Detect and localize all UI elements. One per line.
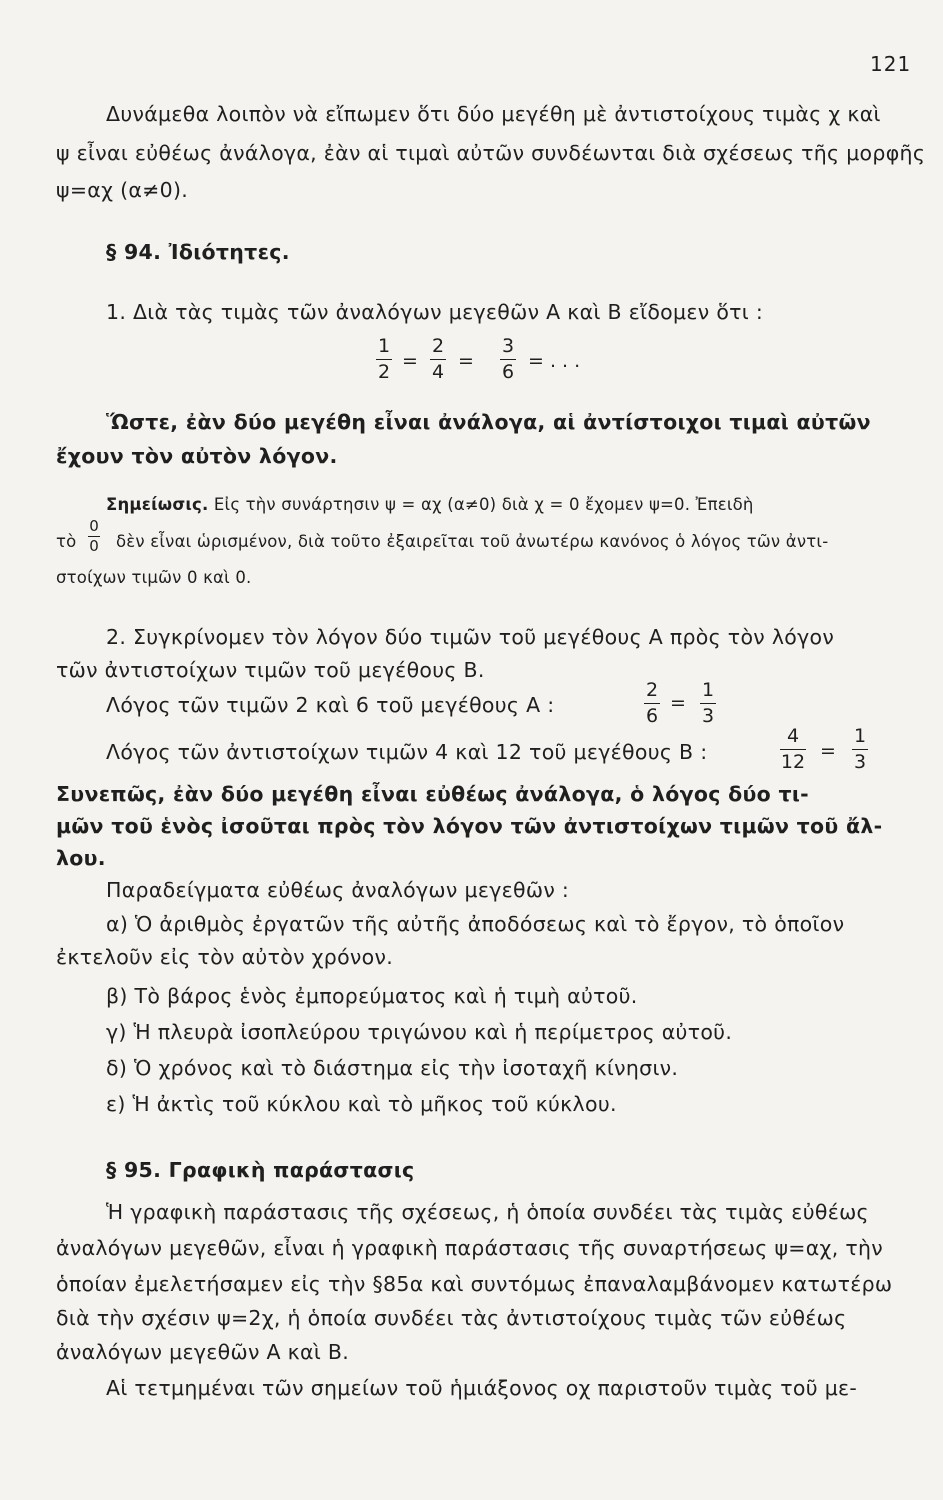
fraction-denominator: 2 [377,361,391,383]
ratio-line-b: Λόγος τῶν ἀντιστοίχων τιμῶν 4 καὶ 12 τοῦ μεγέθους Β : [106,740,708,764]
examples-title: Παραδείγματα εὐθέως ἀναλόγων μεγεθῶν : [106,878,570,902]
fraction-bar [852,749,868,750]
example-item: α) Ὁ ἀριθμὸς ἐργατῶν τῆς αὐτῆς ἀποδόσεως καὶ τὸ ἔργον, τὸ ὁποῖον [106,912,845,936]
fraction-numerator: 2 [431,335,445,357]
text-line: 2. Συγκρίνομεν τὸν λόγον δύο τιμῶν τοῦ μεγέθους Α πρὸς τὸν λόγον [106,625,835,649]
fraction-bar [700,703,716,704]
fraction-numerator: 1 [853,725,867,747]
fraction-denominator: 0 [89,537,99,555]
fraction-bar [500,359,516,360]
ellipsis: = . . . [528,350,581,372]
section-heading-94: § 94. Ἰδιότητες. [106,240,290,264]
fraction-denominator: 6 [645,705,659,727]
bold-statement: μῶν τοῦ ἑνὸς ἰσοῦται πρὸς τὸν λόγον τῶν ἀντιστοίχων τιμῶν τοῦ ἄλ- [56,814,883,838]
equals-sign: = [458,350,474,372]
fraction [430,337,446,382]
fraction [644,681,660,726]
fraction [376,337,392,382]
equals-sign: = [670,692,686,714]
bold-statement: ἔχουν τὸν αὐτὸν λόγον. [56,444,338,468]
fraction-denominator: 4 [431,361,445,383]
equals-sign: = [820,740,836,762]
fraction [700,681,716,726]
equals-sign: = [402,350,418,372]
fraction [500,337,516,382]
text-line: τῶν ἀντιστοίχων τιμῶν τοῦ μεγέθους Β. [56,658,485,682]
example-item: β) Τὸ βάρος ἑνὸς ἐμπορεύματος καὶ ἡ τιμὴ αὐτοῦ. [106,984,638,1008]
text-line: ψ εἶναι εὐθέως ἀνάλογα, ἐὰν αἱ τιμαὶ αὐτῶν συνδέωνται διὰ σχέσεως τῆς μορφῆς [56,141,926,165]
text-line: ἀναλόγων μεγεθῶν Α καὶ Β. [56,1340,350,1364]
fraction-numerator: 1 [377,335,391,357]
note-prefix: τὸ [56,532,77,551]
text-line: Αἱ τετμημέναι τῶν σημείων τοῦ ἡμιάξονος οχ παριστοῦν τιμὰς τοῦ με- [106,1376,858,1400]
text-line: 1. Διὰ τὰς τιμὰς τῶν ἀναλόγων μεγεθῶν Α καὶ Β εἴδομεν ὅτι : [106,300,764,324]
fraction-bar [780,749,806,750]
text-line: ψ=αχ (α≠0). [56,178,189,202]
fraction-numerator: 3 [501,335,515,357]
example-item: γ) Ἡ πλευρὰ ἰσοπλεύρου τριγώνου καὶ ἡ περίμετρος αὐτοῦ. [106,1020,733,1044]
fraction-numerator: 2 [645,679,659,701]
text-line: διὰ τὴν σχέσιν ψ=2χ, ἡ ὁποία συνδέει τὰς ἀντιστοίχους τιμὰς τῶν εὐθέως [56,1306,847,1330]
bold-statement: Ὥστε, ἐὰν δύο μεγέθη εἶναι ἀνάλογα, αἱ ἀντίστοιχοι τιμαὶ αὐτῶν [106,410,871,434]
bold-statement: λου. [56,846,106,870]
example-item: ἐκτελοῦν εἰς τὸν αὐτὸν χρόνον. [56,945,394,969]
fraction-denominator: 3 [701,705,715,727]
note-label: Σημείωσις. [106,495,209,514]
fraction-denominator: 12 [780,751,806,773]
fraction-bar [430,359,446,360]
fraction-denominator: 3 [853,751,867,773]
fraction-numerator: 0 [89,517,99,535]
note-line: στοίχων τιμῶν 0 καὶ 0. [56,568,252,587]
fraction [852,727,868,772]
ratio-line-a: Λόγος τῶν τιμῶν 2 καὶ 6 τοῦ μεγέθους Α : [106,693,555,717]
fraction-numerator: 4 [786,725,800,747]
note-line [106,495,754,514]
fraction-bar [376,359,392,360]
text-line: Ἡ γραφικὴ παράστασις τῆς σχέσεως, ἡ ὁποία συνδέει τὰς τιμὰς εὐθέως [106,1200,869,1224]
fraction [780,727,806,772]
text-line: ἀναλόγων μεγεθῶν, εἶναι ἡ γραφικὴ παράστασις τῆς συναρτήσεως ψ=αχ, τὴν [56,1236,884,1260]
fraction-denominator: 6 [501,361,515,383]
example-item: δ) Ὁ χρόνος καὶ τὸ διάστημα εἰς τὴν ἰσοταχῆ κίνησιν. [106,1056,679,1080]
note-line: δὲν εἶναι ὡρισμένον, διὰ τοῦτο ἐξαιρεῖται τοῦ ἀνωτέρω κανόνος ὁ λόγος τῶν ἀντι- [116,532,829,551]
bold-statement: Συνεπῶς, ἐὰν δύο μεγέθη εἶναι εὐθέως ἀνάλογα, ὁ λόγος δύο τι- [56,782,809,806]
example-item: ε) Ἡ ἀκτὶς τοῦ κύκλου καὶ τὸ μῆκος τοῦ κύκλου. [106,1092,617,1116]
section-heading-95: § 95. Γραφικὴ παράστασις [106,1158,415,1182]
text-line: Δυνάμεθα λοιπὸν νὰ εἴπωμεν ὅτι δύο μεγέθη μὲ ἀντιστοίχους τιμὰς χ καὶ [106,102,881,126]
text-line: ὁποίαν ἐμελετήσαμεν εἰς τὴν §85α καὶ συντόμως ἐπαναλαμβάνομεν κατωτέρω [56,1272,893,1296]
page-number: 121 [870,52,912,76]
note-text: Εἰς τὴν συνάρτησιν ψ = αχ (α≠0) διὰ χ = 0 ἔχομεν ψ=0. Ἐπειδὴ [213,495,754,514]
fraction-zero-over-zero [88,519,100,554]
fraction-numerator: 1 [701,679,715,701]
fraction-bar [644,703,660,704]
